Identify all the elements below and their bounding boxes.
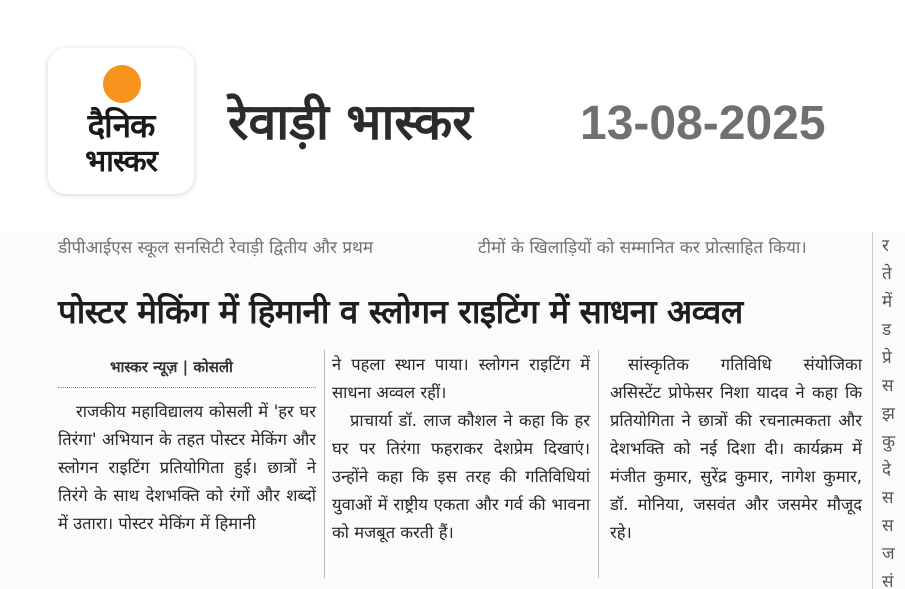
column-1-paragraph: राजकीय महाविद्यालय कोसली में 'हर घर तिरंगा' अभियान के तहत पोस्टर मेकिंग और स्लोगन राइटिंग प्रतियोगिता हुई। छात्रों ने तिरंगे के साथ देशभक्ति को रंगों और शब्दों में उतारा। पोस्टर मेकिंग में हिमानी xyxy=(58,402,316,533)
article-column-1 xyxy=(58,398,316,538)
article-column-2 xyxy=(332,351,590,547)
column-2-paragraph-2: प्राचार्या डॉ. लाज कौशल ने कहा कि हर घर पर तिरंगा फहराकर देशप्रेम दिखाएं। उन्होंने कहा कि इस तरह की गतिविधियां युवाओं में राष्ट्रीय एकता और गर्व की भावना को मजबूत करती हैं। xyxy=(332,411,590,542)
edge-fragment: ड xyxy=(882,320,892,340)
column-3-paragraph: सांस्कृतिक गतिविधि संयोजिका असिस्टेंट प्रोफेसर निशा यादव ने कहा कि प्रतियोगिता ने छात्रों की रचनात्मकता और देशभक्ति को नई दिशा दी। कार्यक्रम में मंजीत कुमार, सुरेंद्र कुमार, नागेश कुमार, डॉ. मोनिया, जसवंत और जसमेर मौजूद रहे। xyxy=(610,355,862,542)
edge-fragment: प्रे xyxy=(882,348,892,368)
edge-fragment: दे xyxy=(882,460,892,480)
cut-off-text-right: टीमों के खिलाड़ियों को सम्मानित कर प्रोत्साहित किया। xyxy=(478,238,807,258)
logo-text-line2: भास्कर xyxy=(85,144,157,179)
edge-column-divider xyxy=(872,232,873,589)
logo-text-line1: दैनिक xyxy=(87,106,155,145)
article-column-3 xyxy=(610,351,862,547)
column-divider xyxy=(598,350,599,578)
edge-fragment: स xyxy=(882,516,894,536)
column-divider xyxy=(324,350,325,578)
edge-fragment: स xyxy=(882,488,894,508)
sun-icon xyxy=(103,65,141,103)
edge-fragment: में xyxy=(882,292,893,312)
dainik-bhaskar-logo xyxy=(48,48,194,194)
edge-fragment: कु xyxy=(882,432,896,452)
column-2-paragraph-1: ने पहला स्थान पाया। स्लोगन राइटिंग में साधना अव्वल रहीं। xyxy=(332,355,590,402)
news-clipping xyxy=(0,232,905,589)
edition-title: रेवाड़ी भास्कर xyxy=(228,93,473,151)
adjacent-article-fragment xyxy=(882,232,905,589)
edge-fragment: झ xyxy=(882,404,895,424)
edition-date: 13-08-2025 xyxy=(580,97,826,150)
byline-divider xyxy=(58,387,316,388)
edge-fragment: ज xyxy=(882,544,895,564)
article-byline: भास्कर न्यूज़ | कोसली xyxy=(110,358,233,376)
edge-fragment: र xyxy=(882,236,889,256)
edge-fragment: स xyxy=(882,376,894,396)
edge-fragment: ते xyxy=(882,264,892,284)
cut-off-text-left: डीपीआईएस स्कूल सनसिटी रेवाड़ी द्वितीय और प्रथम xyxy=(58,238,374,258)
edge-fragment: सं xyxy=(882,572,894,589)
article-headline: पोस्टर मेकिंग में हिमानी व स्लोगन राइटिंग में साधना अव्वल xyxy=(58,292,743,331)
